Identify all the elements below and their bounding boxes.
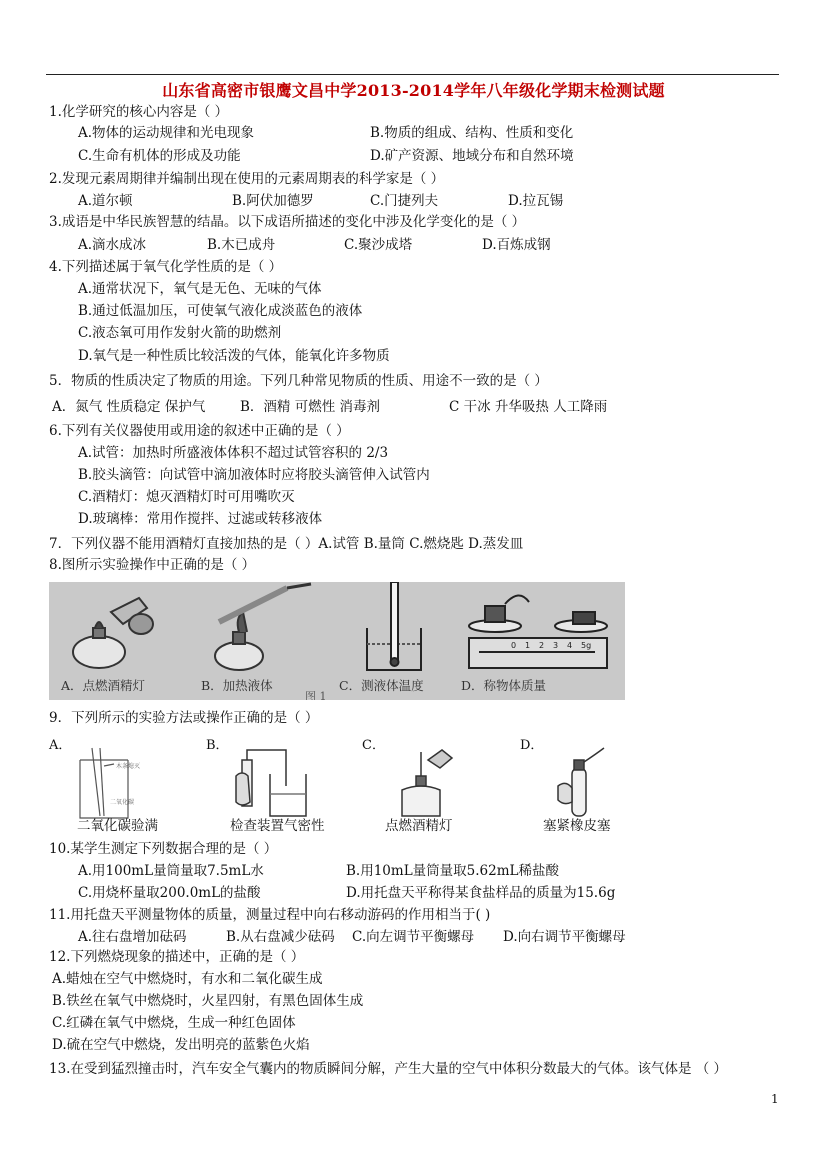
- option: A.用100mL量筒量取7.5mL水: [78, 863, 264, 879]
- question-stem: 7．下列仪器不能用酒精灯直接加热的是（ ）A.试管 B.量筒 C.燃烧匙 D.蒸发皿: [49, 536, 524, 552]
- figure-caption: 二氧化碳验满: [77, 818, 158, 834]
- question-stem: 1.化学研究的核心内容是（ ）: [49, 104, 229, 120]
- option: D.百炼成钢: [482, 237, 551, 253]
- option: A.蜡烛在空气中燃烧时，有水和二氧化碳生成: [52, 971, 323, 987]
- figure-caption: 检查装置气密性: [230, 818, 325, 834]
- option: D.氧气是一种性质比较活泼的气体，能氧化许多物质: [78, 348, 390, 364]
- option: C.门捷列夫: [370, 193, 439, 209]
- inner-label: 二氧化碳: [110, 799, 135, 806]
- option: B.用10mL量筒量取5.62mL稀盐酸: [346, 863, 559, 879]
- alcohol-lamp-icon: [73, 598, 153, 668]
- question-stem: 4.下列描述属于氧气化学性质的是（ ）: [49, 259, 283, 275]
- question-stem: 6.下列有关仪器使用或用途的叙述中正确的是（ ）: [49, 423, 350, 439]
- option-letter: D．: [520, 738, 544, 753]
- option: A.物体的运动规律和光电现象: [78, 125, 255, 141]
- option: A.道尔顿: [78, 193, 133, 209]
- option-letter: C．: [362, 738, 385, 753]
- option: D.拉瓦锡: [508, 193, 564, 209]
- option: B．酒精 可燃性 消毒剂: [240, 399, 381, 415]
- scale-mark: 5g: [581, 641, 592, 650]
- page-number: 1: [771, 1092, 779, 1106]
- option-letter: A．: [49, 738, 72, 753]
- option: C.酒精灯：熄灭酒精灯时可用嘴吹灭: [78, 489, 295, 505]
- option: D.矿产资源、地域分布和自然环境: [370, 148, 574, 164]
- question-stem: 8.图所示实验操作中正确的是（ ）: [49, 557, 256, 573]
- figure-caption: A．点燃酒精灯: [61, 678, 146, 693]
- question-stem: 11.用托盘天平测量物体的质量，测量过程中向右移动游码的作用相当于( ): [49, 907, 491, 923]
- option: B.通过低温加压，可使氧气液化成淡蓝色的液体: [78, 303, 363, 319]
- option: D.硫在空气中燃烧，发出明亮的蓝紫色火焰: [52, 1037, 310, 1053]
- inner-label: 木条熄灭: [116, 763, 141, 770]
- option: B.阿伏加德罗: [232, 193, 314, 209]
- scale-mark: 1: [525, 641, 531, 650]
- scale-mark: 2: [539, 641, 545, 650]
- question-stem: 9．下列所示的实验方法或操作正确的是（ ）: [49, 710, 319, 726]
- option: A.试管：加热时所盛液体体积不超过试管容积的 2/3: [78, 445, 389, 461]
- option: B.木已成舟: [207, 237, 276, 253]
- option: C.液态氧可用作发射火箭的助燃剂: [78, 325, 282, 341]
- option: D.用托盘天平称得某食盐样品的质量为15.6g: [346, 885, 616, 901]
- figure-caption: 塞紧橡皮塞: [543, 818, 611, 834]
- question-stem: 3.成语是中华民族智慧的结晶。以下成语所描述的变化中涉及化学变化的是（ ）: [49, 214, 526, 230]
- figure-caption: B．加热液体: [201, 678, 273, 693]
- figure-label: 图 1: [305, 690, 327, 700]
- page-title: 山东省高密市银鹰文昌中学2013-2014学年八年级化学期末检测试题: [162, 81, 665, 100]
- scale-mark: 4: [567, 641, 573, 650]
- option: C.红磷在氧气中燃烧，生成一种红色固体: [52, 1015, 296, 1031]
- question-stem: 10.某学生测定下列数据合理的是（ ）: [49, 841, 278, 857]
- option: B.从右盘减少砝码: [226, 929, 335, 945]
- option: C.用烧杯量取200.0mL的盐酸: [78, 885, 261, 901]
- balance-icon: [469, 595, 607, 668]
- question-stem: 5．物质的性质决定了物质的用途。下列几种常见物质的性质、用途不一致的是（ ）: [49, 373, 548, 389]
- option: A.通常状况下，氧气是无色、无味的气体: [78, 281, 322, 297]
- option: D.玻璃棒：常用作搅拌、过滤或转移液体: [78, 511, 323, 527]
- question-stem: 13.在受到猛烈撞击时，汽车安全气囊内的物质瞬间分解，产生大量的空气中体积分数最大的气体。该气体是 （ ）: [49, 1061, 728, 1077]
- header-rule: [46, 74, 779, 75]
- thermometer-beaker-icon: [367, 582, 421, 670]
- option: B.胶头滴管：向试管中滴加液体时应将胶头滴管伸入试管内: [78, 467, 430, 483]
- option: A．氮气 性质稳定 保护气: [52, 399, 206, 415]
- option: C.聚沙成塔: [344, 237, 413, 253]
- scale-mark: 0: [511, 641, 517, 650]
- option: C.生命有机体的形成及功能: [78, 148, 241, 164]
- figure-caption: 点燃酒精灯: [385, 818, 453, 834]
- option-letter: B．: [206, 738, 229, 753]
- option: D.向右调节平衡螺母: [503, 929, 626, 945]
- scale-mark: 3: [553, 641, 559, 650]
- figure-caption: D．称物体质量: [461, 678, 547, 693]
- question-stem: 12.下列燃烧现象的描述中，正确的是（ ）: [49, 949, 305, 965]
- option: A.往右盘增加砝码: [78, 929, 187, 945]
- test-tube-heating-icon: [215, 584, 311, 670]
- option: A.滴水成冰: [78, 237, 147, 253]
- option: B.物质的组成、结构、性质和变化: [370, 125, 574, 141]
- option: C 干冰 升华吸热 人工降雨: [449, 399, 608, 415]
- option: B.铁丝在氧气中燃烧时，火星四射，有黑色固体生成: [52, 993, 364, 1009]
- question-stem: 2.发现元素周期律并编制出现在使用的元素周期表的科学家是（ ）: [49, 171, 445, 187]
- option: C.向左调节平衡螺母: [352, 929, 475, 945]
- q8-figure: [49, 582, 625, 700]
- figure-caption: C．测液体温度: [339, 678, 424, 693]
